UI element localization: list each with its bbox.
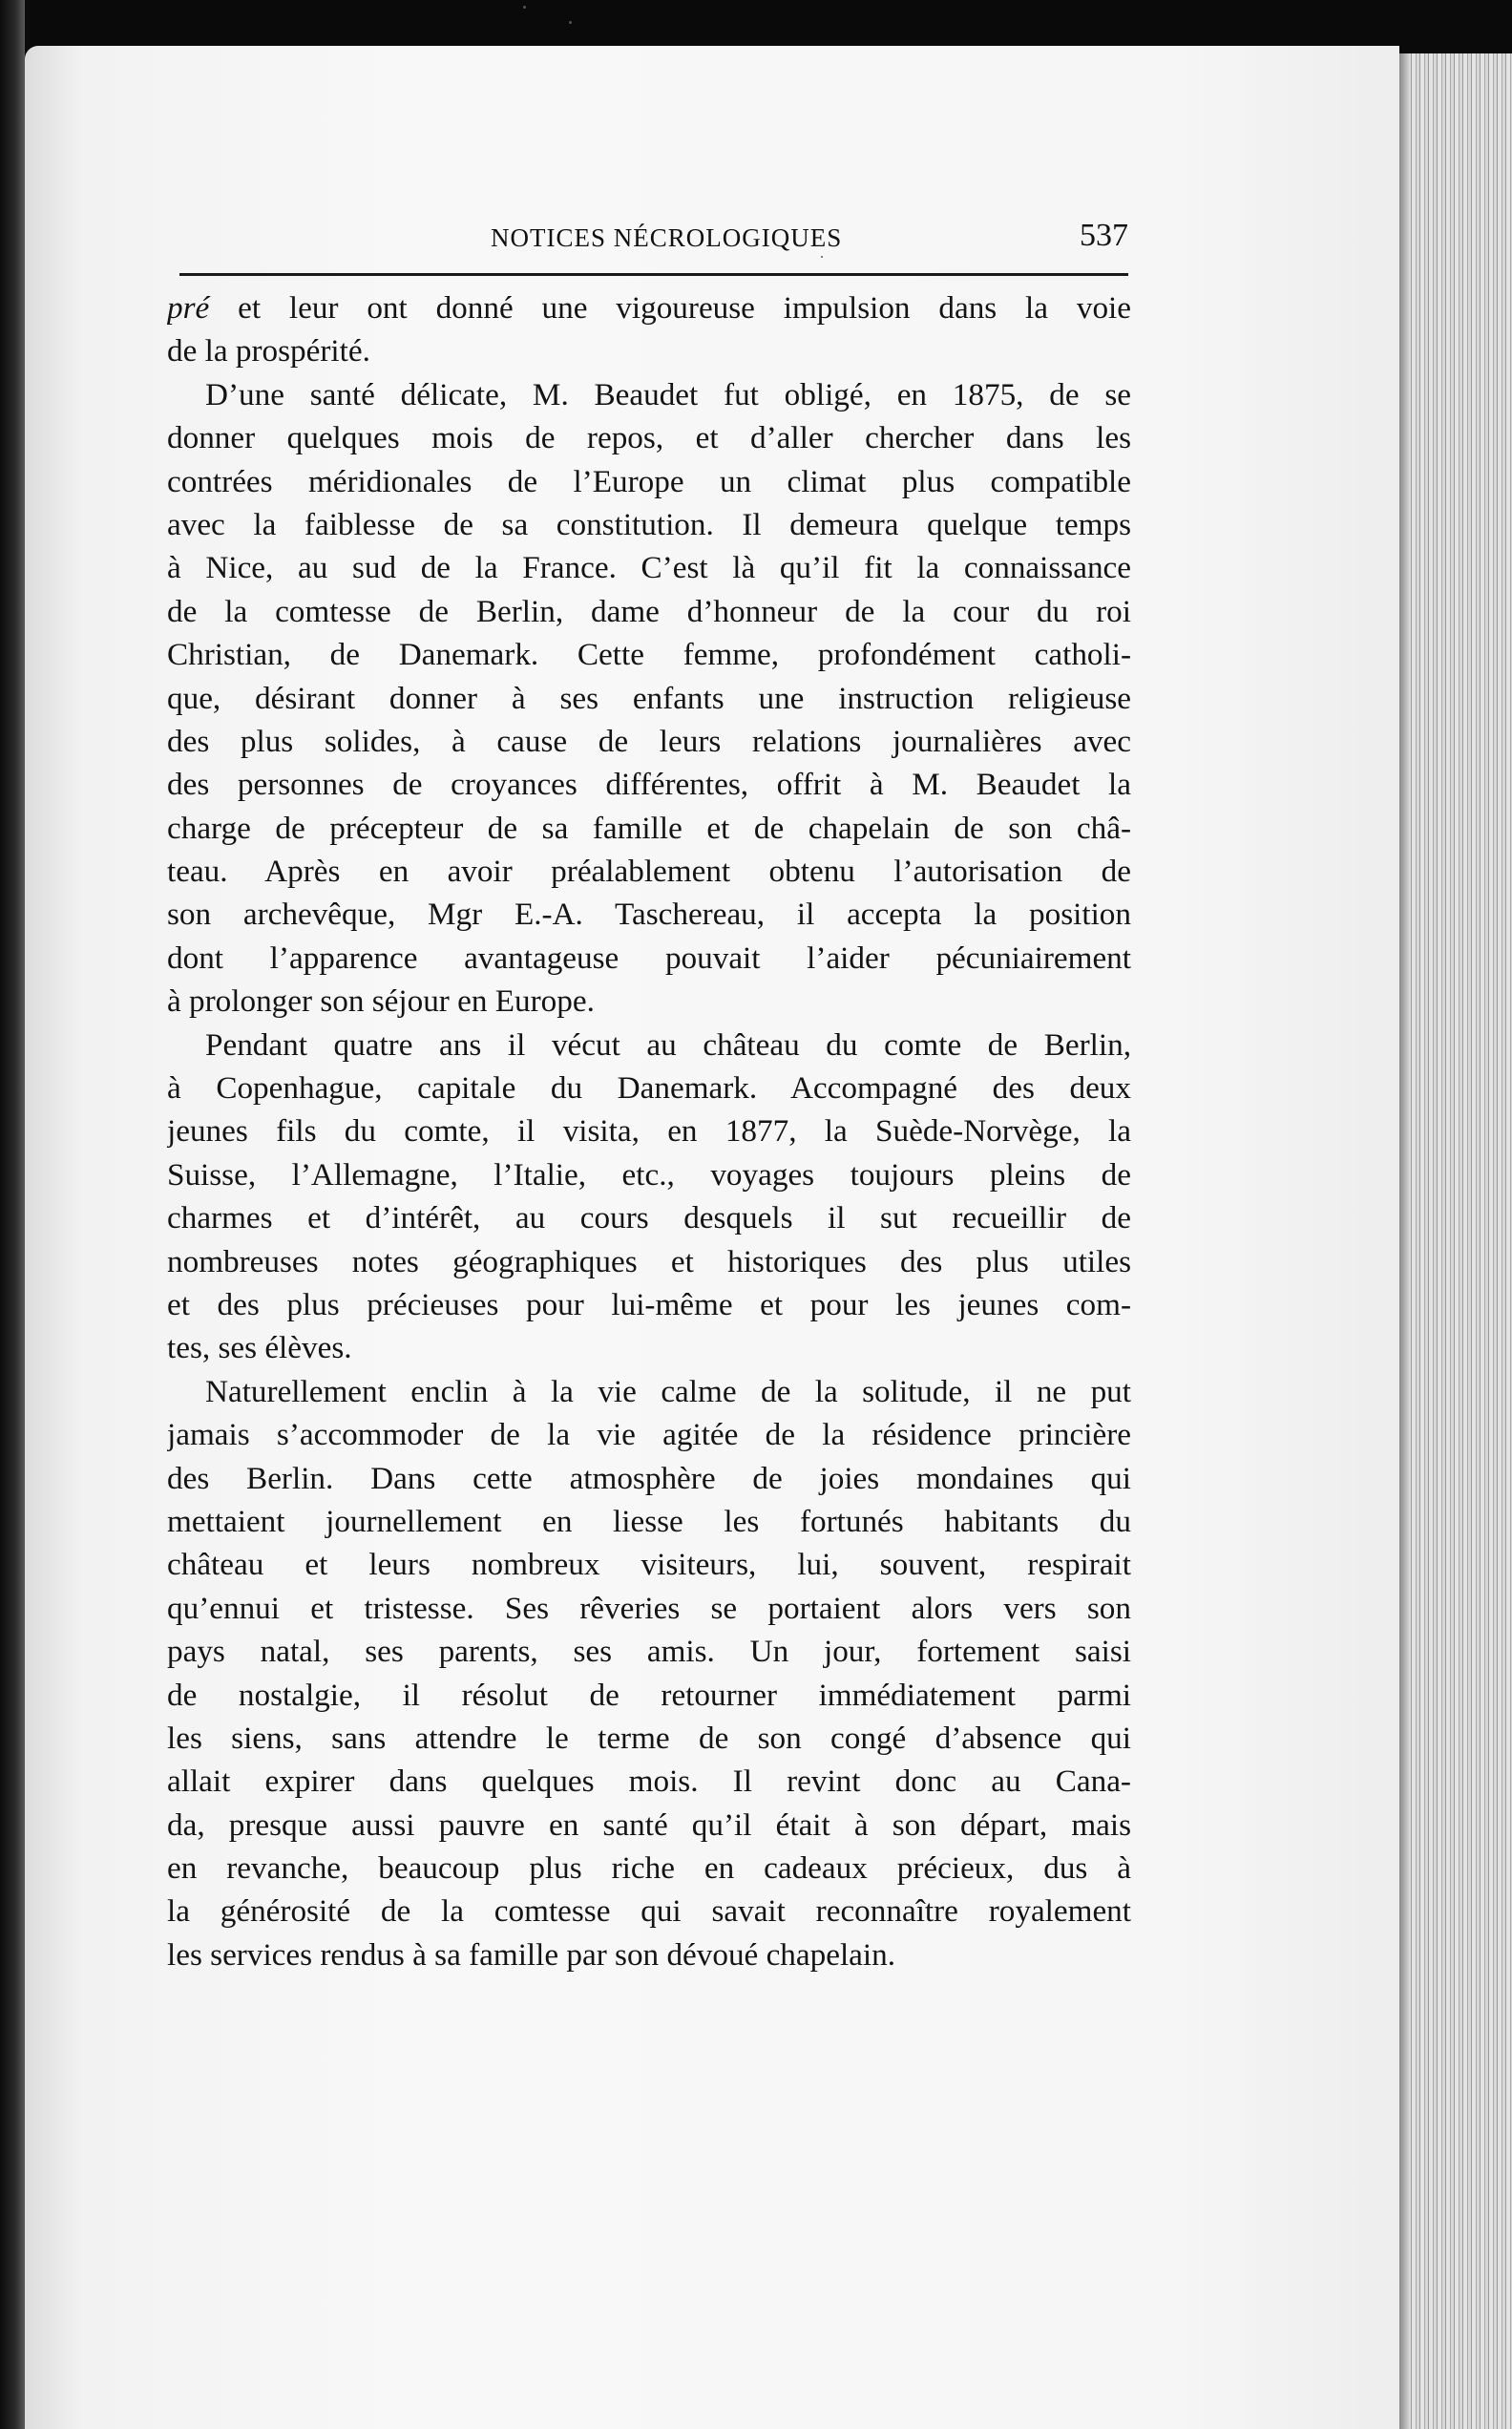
text-line: jamais s’accommoder de la vie agitée de la résidence princière	[167, 1417, 1131, 1453]
text-line: son archevêque, Mgr E.-A. Taschereau, il accepta la position	[167, 897, 1131, 933]
binding-shadow	[0, 0, 25, 2429]
text-line: la générosité de la comtesse qui savait reconnaître royalement	[167, 1893, 1131, 1930]
text-line: des personnes de croyances différentes, offrit à M. Beaudet la	[167, 767, 1131, 803]
scan-speck	[523, 6, 526, 9]
text-line: pré et leur ont donné une vigoureuse impulsion dans la voie	[167, 290, 1131, 326]
text-line: donner quelques mois de repos, et d’aller chercher dans les	[167, 420, 1131, 456]
text-line: des plus solides, à cause de leurs relations journalières avec	[167, 723, 1131, 759]
text-line: teau. Après en avoir préalablement obtenu l’autorisation de	[167, 854, 1131, 890]
text-line: que, désirant donner à ses enfants une instruction religieuse	[167, 680, 1131, 716]
text-line: jeunes fils du comte, il visita, en 1877, la Suède-Norvège, la	[167, 1113, 1131, 1150]
page-header	[179, 218, 1134, 275]
scan-speck	[821, 256, 823, 258]
running-title: NOTICES NÉCROLOGIQUES	[491, 223, 843, 252]
text-line: contrées méridionales de l’Europe un climat plus compatible	[167, 463, 1131, 499]
page-number: 537	[1080, 218, 1128, 253]
text-line: pays natal, ses parents, ses amis. Un jour, fortement saisi	[167, 1634, 1131, 1670]
text-line: charmes et d’intérêt, au cours desquels il sut recueillir de	[167, 1200, 1131, 1236]
text-line: qu’ennui et tristesse. Ses rêveries se portaient alors vers son	[167, 1590, 1131, 1626]
text-line: en revanche, beaucoup plus riche en cadeaux précieux, dus à	[167, 1850, 1131, 1887]
text-line: à Nice, au sud de la France. C’est là qu’il fit la connaissance	[167, 550, 1131, 586]
text-line: Naturellement enclin à la vie calme de la solitude, il ne put	[205, 1373, 1131, 1409]
text-line: de la comtesse de Berlin, dame d’honneur de la cour du roi	[167, 593, 1131, 629]
text-line: Pendant quatre ans il vécut au château du comte de Berlin,	[205, 1026, 1131, 1063]
text-line: avec la faiblesse de sa constitution. Il demeura quelque temps	[167, 506, 1131, 542]
text-line: à prolonger son séjour en Europe.	[167, 983, 595, 1020]
body-text	[167, 286, 1131, 1976]
scan-speck	[569, 21, 572, 24]
text-line: dont l’apparence avantageuse pouvait l’aider pécuniairement	[167, 940, 1131, 976]
text-line: des Berlin. Dans cette atmosphère de joies mondaines qui	[167, 1460, 1131, 1496]
text-line: les services rendus à sa famille par son dévoué chapelain.	[167, 1936, 896, 1973]
text-line: les siens, sans attendre le terme de son congé d’absence qui	[167, 1720, 1131, 1756]
text-line: de la prospérité.	[167, 333, 370, 370]
page-edges-stack	[1399, 53, 1512, 2429]
text-line: D’une santé délicate, M. Beaudet fut obligé, en 1875, de se	[205, 376, 1131, 412]
text-line: da, presque aussi pauvre en santé qu’il était à son départ, mais	[167, 1806, 1131, 1843]
text-line: tes, ses élèves.	[167, 1330, 352, 1366]
text-line: château et leurs nombreux visiteurs, lui, souvent, respirait	[167, 1547, 1131, 1583]
text-line: allait expirer dans quelques mois. Il revint donc au Cana-	[167, 1764, 1131, 1800]
text-line: Suisse, l’Allemagne, l’Italie, etc., voyages toujours pleins de	[167, 1156, 1131, 1193]
text-line: Christian, de Danemark. Cette femme, profondément catholi-	[167, 637, 1131, 673]
header-rule	[179, 273, 1128, 276]
text-line: nombreuses notes géographiques et historiques des plus utiles	[167, 1243, 1131, 1279]
text-line: et des plus précieuses pour lui-même et pour les jeunes com-	[167, 1286, 1131, 1322]
text-line: de nostalgie, il résolut de retourner immédiatement parmi	[167, 1677, 1131, 1713]
text-line: à Copenhague, capitale du Danemark. Accompagné des deux	[167, 1070, 1131, 1107]
text-line: charge de précepteur de sa famille et de chapelain de son châ-	[167, 810, 1131, 846]
text-line: mettaient journellement en liesse les fortunés habitants du	[167, 1503, 1131, 1539]
italic-word: pré	[167, 290, 210, 326]
